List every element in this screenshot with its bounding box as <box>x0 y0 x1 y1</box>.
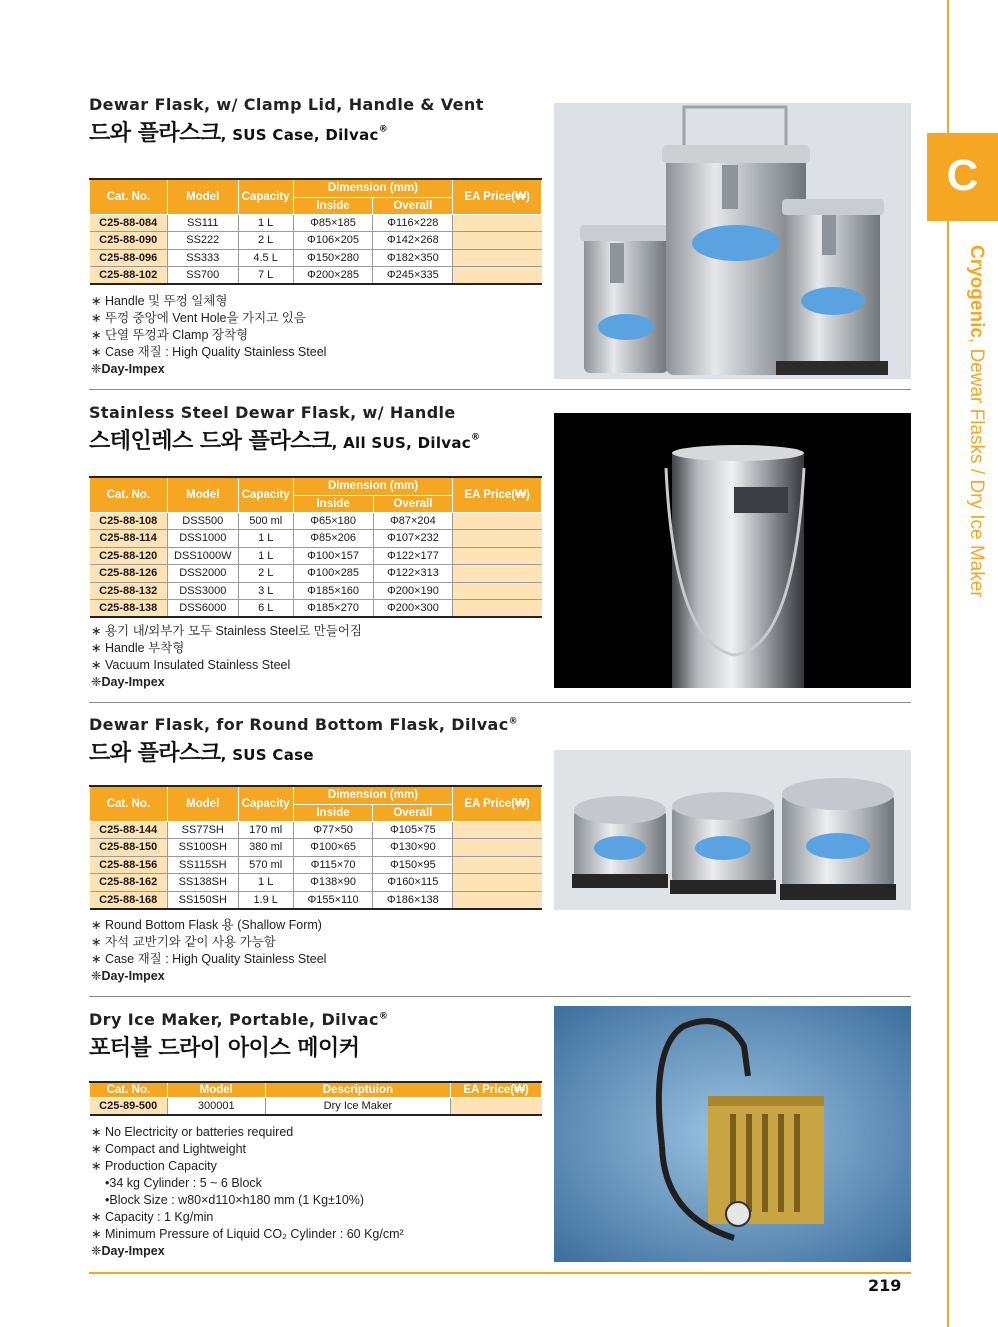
spec-table-4 <box>89 1081 542 1116</box>
table-row: C25-88-126 DSS2000 2 L Φ100×285 Φ122×313 <box>90 565 542 583</box>
col-capacity: Capacity <box>238 477 293 512</box>
col-dimension: Dimension (mm) <box>293 786 453 804</box>
spec-table-3 <box>89 785 542 910</box>
product-title-ko: 드와 플라스크, SUS Case, Dilvac® <box>89 121 388 146</box>
table-row: C25-88-114 DSS1000 1 L Φ85×206 Φ107×232 <box>90 530 542 548</box>
col-cat-no: Cat. No. <box>90 179 168 214</box>
manufacturer: ❈ Day-Impex <box>91 674 362 691</box>
product-title-ko: 포터블 드라이 아이스 메이커 <box>89 1036 360 1061</box>
col-price: EA Price(₩) <box>453 786 542 821</box>
manufacturer: ❈ Day-Impex <box>91 968 326 985</box>
page-number: 219 <box>868 1276 902 1295</box>
table-row: C25-88-096 SS333 4.5 L Φ150×280 Φ182×350 <box>90 249 542 267</box>
col-inside: Inside <box>293 197 373 214</box>
col-cat-no: Cat. No. <box>90 1082 168 1097</box>
table-row: C25-89-500 300001 Dry Ice Maker <box>90 1097 542 1115</box>
col-capacity: Capacity <box>238 179 293 214</box>
footer-line <box>89 1272 911 1274</box>
table-row: C25-88-144 SS77SH 170 ml Φ77×50 Φ105×75 <box>90 821 542 839</box>
col-model: Model <box>167 786 238 821</box>
col-model: Model <box>167 1082 265 1097</box>
table-row: C25-88-162 SS138SH 1 L Φ138×90 Φ160×115 <box>90 874 542 892</box>
product-title-ko: 드와 플라스크, SUS Case <box>89 741 314 766</box>
col-model: Model <box>167 477 238 512</box>
table-row: C25-88-132 DSS3000 3 L Φ185×160 Φ200×190 <box>90 582 542 600</box>
manufacturer: ❈ Day-Impex <box>91 1243 404 1260</box>
product-title-en: Dewar Flask, for Round Bottom Flask, Dilvac® <box>89 715 519 734</box>
col-inside: Inside <box>293 495 373 512</box>
col-price: EA Price(₩) <box>453 179 542 214</box>
photo-stainless-flask <box>554 413 911 688</box>
col-overall: Overall <box>373 495 453 512</box>
photo-clamp-lid-flasks <box>554 103 911 379</box>
col-dimension: Dimension (mm) <box>293 477 453 495</box>
chapter-tab: C <box>927 133 998 221</box>
col-inside: Inside <box>293 804 373 821</box>
photo-shallow-flasks <box>554 750 911 910</box>
col-cat-no: Cat. No. <box>90 786 168 821</box>
col-cat-no: Cat. No. <box>90 477 168 512</box>
table-row: C25-88-102 SS700 7 L Φ200×285 Φ245×335 <box>90 267 542 285</box>
spec-table-1 <box>89 178 542 285</box>
table-row: C25-88-084 SS111 1 L Φ85×185 Φ116×228 <box>90 214 542 232</box>
chapter-label-rest: , Dewar Flasks / Dry Ice Maker <box>966 337 987 598</box>
notes-3: ∗ Round Bottom Flask 용 (Shallow Form) ∗ 자석 교반기와 같이 사용 가능함 ∗ Case 재질 : High Quality Stainless Steel ❈ Day-Impex <box>91 917 326 985</box>
table-row: C25-88-168 SS150SH 1.9 L Φ155×110 Φ186×138 <box>90 891 542 909</box>
col-capacity: Capacity <box>238 786 293 821</box>
notes-2: ∗ 용기 내/외부가 모두 Stainless Steel로 만들어짐 ∗ Handle 부착형 ∗ Vacuum Insulated Stainless Steel ❈ Day-Impex <box>91 623 362 691</box>
product-title-ko: 스테인레스 드와 플라스크, All SUS, Dilvac® <box>89 429 480 454</box>
table-row: C25-88-120 DSS1000W 1 L Φ100×157 Φ122×177 <box>90 547 542 565</box>
manufacturer: ❈ Day-Impex <box>91 361 326 378</box>
table-row: C25-88-156 SS115SH 570 ml Φ115×70 Φ150×95 <box>90 856 542 874</box>
table-row: C25-88-108 DSS500 500 ml Φ65×180 Φ87×204 <box>90 512 542 530</box>
product-title-en: Dewar Flask, w/ Clamp Lid, Handle & Vent <box>89 95 484 114</box>
chapter-label-bold: Cryogenic <box>966 245 987 338</box>
section-divider <box>89 389 911 390</box>
section-divider <box>89 702 911 703</box>
photo-dry-ice-maker <box>554 1006 911 1262</box>
product-title-en: Dry Ice Maker, Portable, Dilvac® <box>89 1010 389 1029</box>
table-row: C25-88-090 SS222 2 L Φ106×205 Φ142×268 <box>90 232 542 250</box>
product-title-en: Stainless Steel Dewar Flask, w/ Handle <box>89 403 456 422</box>
col-model: Model <box>167 179 238 214</box>
col-dimension: Dimension (mm) <box>293 179 453 197</box>
chapter-vertical-label <box>963 245 993 665</box>
notes-1: ∗ Handle 및 뚜껑 일체형 ∗ 뚜껑 중앙에 Vent Hole을 가지고 있음 ∗ 단열 뚜껑과 Clamp 장착형 ∗ Case 재질 : High Quality Stainless Steel ❈ Day-Impex <box>91 293 326 378</box>
table-row: C25-88-150 SS100SH 380 ml Φ100×65 Φ130×90 <box>90 839 542 857</box>
section-divider <box>89 996 911 997</box>
col-price: EA Price(₩) <box>451 1082 542 1097</box>
table-row: C25-88-138 DSS6000 6 L Φ185×270 Φ200×300 <box>90 600 542 618</box>
col-overall: Overall <box>373 804 453 821</box>
col-description: Descriptuion <box>265 1082 451 1097</box>
notes-4: ∗ No Electricity or batteries required ∗ Compact and Lightweight ∗ Production Capacity • 34 kg Cylinder : 5 ~ 6 Block • Block Size : w80×d110×h180 mm (1 Kg±10%) ∗ Capacity : 1 Kg/min ∗ Minimum Pressure of Liquid CO₂ Cylinder : 60 Kg/cm² ❈ Day-Impex <box>91 1124 404 1260</box>
col-price: EA Price(₩) <box>453 477 542 512</box>
spec-table-2 <box>89 476 542 618</box>
col-overall: Overall <box>373 197 453 214</box>
